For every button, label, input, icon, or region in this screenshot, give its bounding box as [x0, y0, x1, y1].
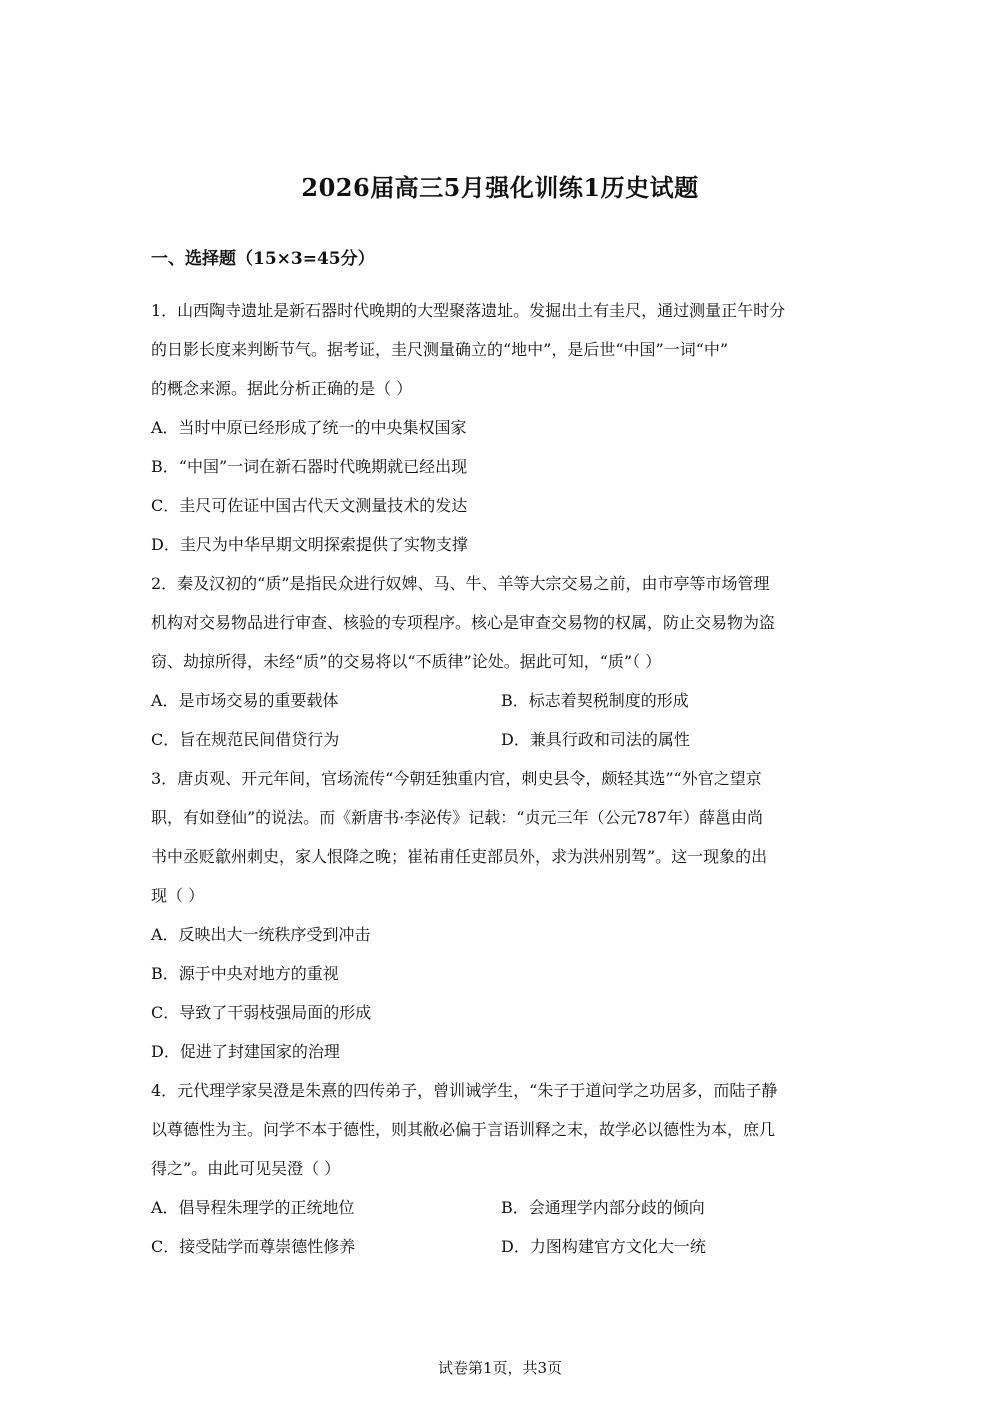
- option-row: [151, 681, 863, 720]
- question-stem-line: 的概念来源。据此分析正确的是（ ）: [151, 379, 413, 398]
- question-3: [151, 759, 863, 1071]
- option-a: A．当时中原已经形成了统一的中央集权国家: [151, 418, 467, 437]
- option-b: B．源于中央对地方的重视: [151, 964, 339, 983]
- option-b: B．会通理学内部分歧的倾向: [501, 1198, 705, 1217]
- option-row: [151, 720, 863, 759]
- question-stem-line: 2．秦及汉初的“质”是指民众进行奴婢、马、牛、羊等大宗交易之前，由市亭等市场管理: [151, 574, 770, 593]
- option-c: C．圭尺可佐证中国古代天文测量技术的发达: [151, 496, 468, 515]
- option-d: D．力图构建官方文化大一统: [501, 1237, 706, 1256]
- option-a: A．反映出大一统秩序受到冲击: [151, 925, 371, 944]
- option-c: C．接受陆学而尊崇德性修养: [151, 1237, 356, 1256]
- option-d: D．圭尺为中华早期文明探索提供了实物支撑: [151, 535, 468, 554]
- question-stem-line: 书中丞贬歙州刺史，家人恨降之晚；崔祐甫任吏部员外，求为洪州别驾”。这一现象的出: [151, 847, 768, 866]
- question-stem-line: 窃、劫掠所得，未经“质”的交易将以“不质律”论处。据此可知，“质”（ ）: [151, 652, 662, 671]
- question-stem-line: 职，有如登仙”的说法。而《新唐书·李泌传》记载：“贞元三年（公元787年）薛邕由尚: [151, 808, 763, 827]
- question-stem-line: 机构对交易物品进行审查、核验的专项程序。核心是审查交易物的权属，防止交易物为盗: [151, 613, 776, 632]
- option-b: B．“中国”一词在新石器时代晚期就已经出现: [151, 457, 468, 476]
- option-d: D．兼具行政和司法的属性: [501, 730, 690, 749]
- question-stem-line: 1．山西陶寺遗址是新石器时代晚期的大型聚落遗址。发掘出土有圭尺，通过测量正午时分: [151, 301, 786, 320]
- page-title: 2026届高三5月强化训练1历史试题: [301, 173, 699, 202]
- question-stem-line: 的日影长度来判断节气。据考证，圭尺测量确立的“地中”，是后世“中国”一词“中”: [151, 340, 729, 359]
- question-stem-line: 4．元代理学家吴澄是朱熹的四传弟子，曾训诫学生，“朱子于道问学之功居多，而陆子静: [151, 1081, 778, 1100]
- option-d: D．促进了封建国家的治理: [151, 1042, 340, 1061]
- option-c: C．旨在规范民间借贷行为: [151, 730, 340, 749]
- option-a: A．倡导程朱理学的正统地位: [151, 1198, 355, 1217]
- question-2: [151, 564, 863, 759]
- option-b: B．标志着契税制度的形成: [501, 691, 689, 710]
- question-stem-line: 得之”。由此可见吴澄（ ）: [151, 1159, 341, 1178]
- option-c: C．导致了干弱枝强局面的形成: [151, 1003, 372, 1022]
- question-stem-line: 现（ ）: [151, 886, 205, 905]
- question-4: [151, 1071, 863, 1266]
- question-stem-line: 3．唐贞观、开元年间，官场流传“今朝廷独重内官，刺史县令，颇轻其选”“外官之望京: [151, 769, 762, 788]
- section-heading: 一、选择题（15×3=45分）: [151, 249, 375, 269]
- question-1: [151, 291, 863, 564]
- question-stem-line: 以尊德性为主。问学不本于德性，则其敝必偏于言语训释之末，故学必以德性为本，庶几: [151, 1120, 776, 1139]
- option-row: [151, 1227, 863, 1266]
- option-a: A．是市场交易的重要载体: [151, 691, 339, 710]
- page-footer: 试卷第1页，共3页: [437, 1359, 563, 1377]
- question-list: [151, 291, 863, 1266]
- option-row: [151, 1188, 863, 1227]
